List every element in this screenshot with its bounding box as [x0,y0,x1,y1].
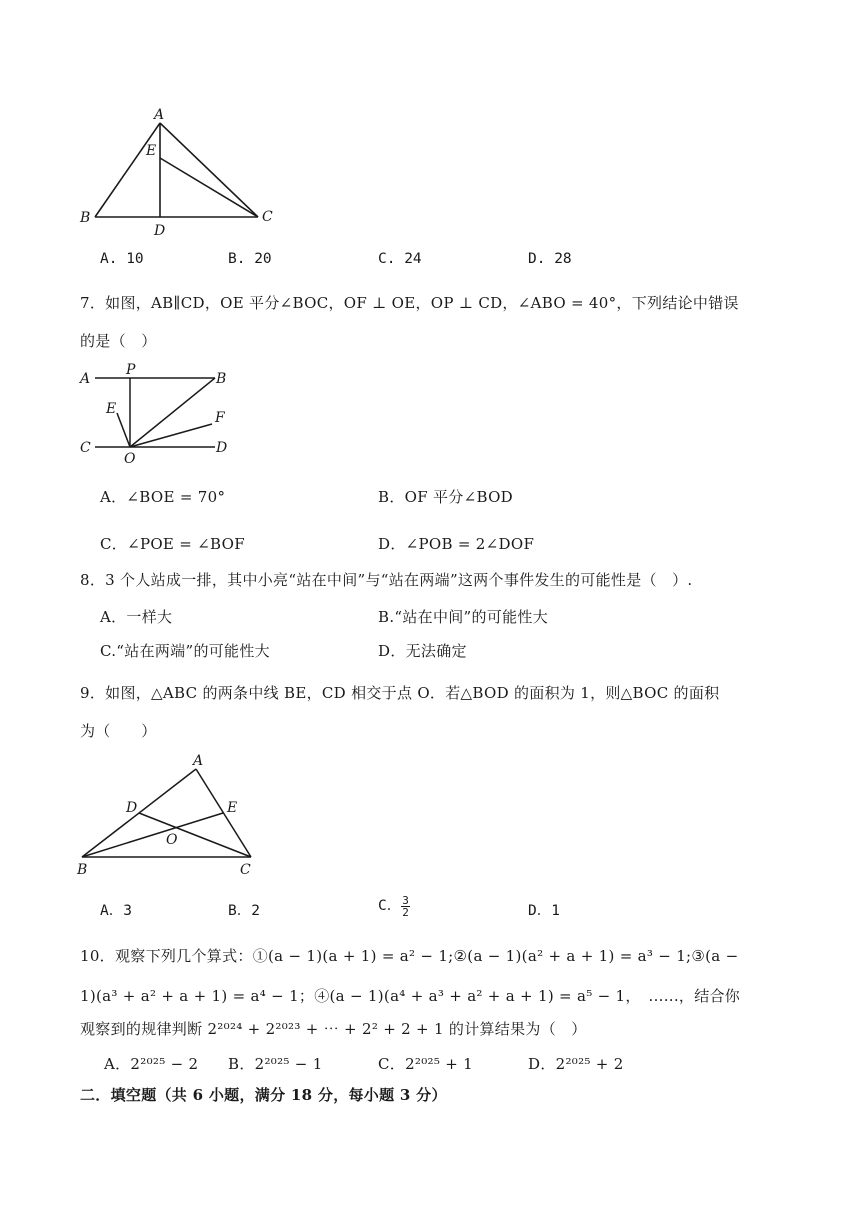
label-e: E [146,143,157,159]
label-p: P [126,362,136,378]
q8-option-c: C.“站在两端”的可能性大 [100,642,270,660]
q7-option-b: B．OF 平分∠BOD [378,488,513,506]
label-c: C [240,862,251,878]
label-f: F [215,410,225,426]
q7-option-c: C．∠POE = ∠BOF [100,535,245,553]
q8-text: 8．3 个人站成一排，其中小亮“站在中间”与“站在两端”这两个事件发生的可能性是（ ）. [80,571,693,589]
label-e: E [106,401,117,417]
fraction-numerator: 3 [402,893,409,907]
q10-option-c: C．2²⁰²⁵ + 1 [378,1055,474,1073]
label-c: C [80,440,91,456]
q9-option-b: B．2 [228,903,260,919]
label-b: B [77,862,88,878]
label-a: A [193,753,204,769]
q8-option-b: B.“站在中间”的可能性大 [378,608,549,626]
q7-text-line1: 7．如图，AB∥CD，OE 平分∠BOC，OF ⊥ OE，OP ⊥ CD，∠ABO = 40°，下列结论中错误 [80,294,739,312]
q6-option-b: B. 20 [228,251,272,267]
q6-option-c: C. 24 [378,251,422,267]
q7-option-a: A．∠BOE = 70° [100,488,226,506]
fraction [401,895,410,918]
q8-option-d: D．无法确定 [378,642,467,660]
q6-option-a: A. 10 [100,251,144,267]
q9-option-c [378,894,410,918]
label-o: O [124,451,136,467]
label-d: D [216,440,228,456]
q9-option-c-prefix: C． [378,898,402,914]
q9-option-a: A．3 [100,903,132,919]
q6-option-d: D. 28 [528,251,572,267]
label-e: E [227,800,238,816]
label-c: C [262,209,273,225]
section-heading: 二．填空题（共 6 小题，满分 18 分，每小题 3 分） [80,1086,447,1104]
q10-text-line3: 观察到的规律判断 2²⁰²⁴ + 2²⁰²³ + ⋯ + 2² + 2 + 1 的计算结果为（ ） [80,1020,587,1038]
label-a: A [154,107,165,123]
label-a: A [80,371,91,387]
fraction-denominator: 2 [402,905,409,919]
q8-option-a: A．一样大 [100,608,173,626]
label-o: O [166,832,178,848]
q10-text-line1: 10．观察下列几个算式：①(a − 1)(a + 1) = a² − 1;②(a − 1)(a² + a + 1) = a³ − 1;③(a − [80,947,739,965]
label-b: B [80,210,91,226]
q7-option-d: D．∠POB = 2∠DOF [378,535,535,553]
q10-option-b: B．2²⁰²⁵ − 1 [228,1055,323,1073]
label-d: D [126,800,138,816]
q10-option-d: D．2²⁰²⁵ + 2 [528,1055,624,1073]
q10-option-a: A．2²⁰²⁵ − 2 [104,1055,199,1073]
q10-text-line2: 1)(a³ + a² + a + 1) = a⁴ − 1；④(a − 1)(a⁴ + a³ + a² + a + 1) = a⁵ − 1， ......，结合你 [80,987,741,1005]
q9-option-d: D．1 [528,903,560,919]
label-b: B [216,371,227,387]
q9-text-line2: 为（ ） [80,722,157,740]
q9-text-line1: 9．如图，△ABC 的两条中线 BE，CD 相交于点 O．若△BOD 的面积为 1，则△BOC 的面积 [80,684,720,702]
q7-text-line2: 的是（ ） [80,332,157,350]
label-d: D [154,223,166,239]
